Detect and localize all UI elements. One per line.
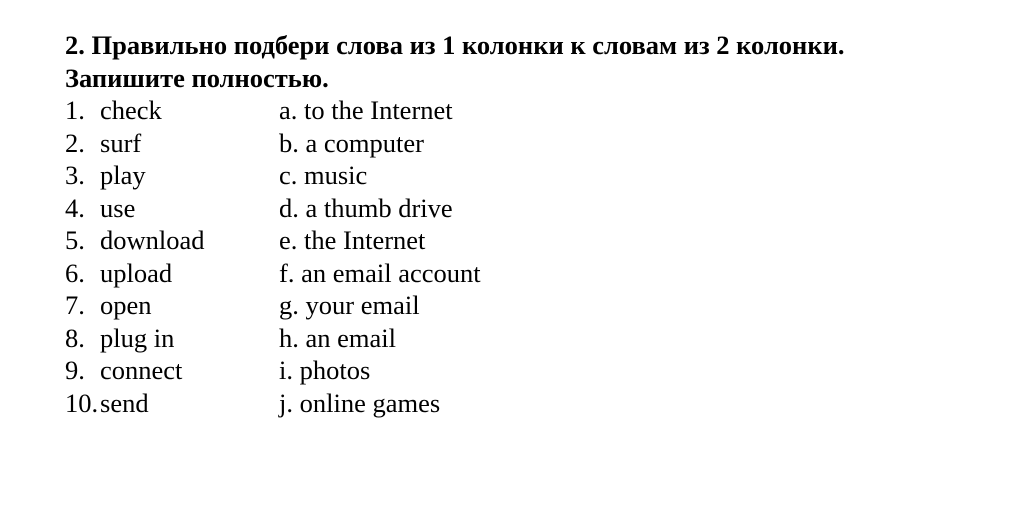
task-title-line-1: 2. Правильно подбери слова из 1 колонки к словам из 2 колонки. [65,30,845,60]
row-number: 1. [65,95,85,125]
row-number: 7. [65,290,85,320]
list-row-8 [65,322,965,355]
task-title-line-2: Запишите полностью. [65,62,329,93]
list-row-6 [65,257,965,290]
column-2-phrase: d. a thumb drive [279,192,453,223]
column-2-phrase: g. your email [279,290,420,320]
column-2-phrase: f. an email account [279,257,481,288]
column-1-word: download [100,225,205,255]
column-1-word: open [100,290,152,320]
column-1-word: surf [100,127,142,158]
list-row-4 [65,192,965,225]
list-row-10 [65,387,965,420]
list-row-2 [65,127,965,160]
list-row-9 [65,354,965,387]
row-number: 2. [65,127,85,158]
column-1-word: use [100,192,136,223]
column-2-phrase: e. the Internet [279,225,426,255]
column-1-word: upload [100,257,173,288]
column-2-phrase: i. photos [279,355,371,385]
row-number: 9. [65,355,85,385]
column-1-word: check [100,95,162,125]
column-2-phrase: a. to the Internet [279,95,453,125]
row-number: 5. [65,225,85,255]
list-row-7 [65,289,965,322]
column-1-word: connect [100,355,183,385]
task-heading [65,29,845,94]
row-number: 8. [65,322,85,353]
list-row-5 [65,224,965,257]
row-number: 3. [65,160,85,190]
column-2-phrase: b. a computer [279,127,424,158]
row-number: 10. [65,387,99,418]
list-row-3 [65,159,965,192]
column-1-word: plug in [100,322,175,353]
column-2-phrase: h. an email [279,322,396,353]
column-2-phrase: j. online games [279,387,441,418]
column-1-word: play [100,160,146,190]
matching-list [65,94,965,419]
column-1-word: send [100,387,149,418]
column-2-phrase: c. music [279,160,368,190]
row-number: 4. [65,192,85,223]
row-number: 6. [65,257,85,288]
list-row-1 [65,94,965,127]
